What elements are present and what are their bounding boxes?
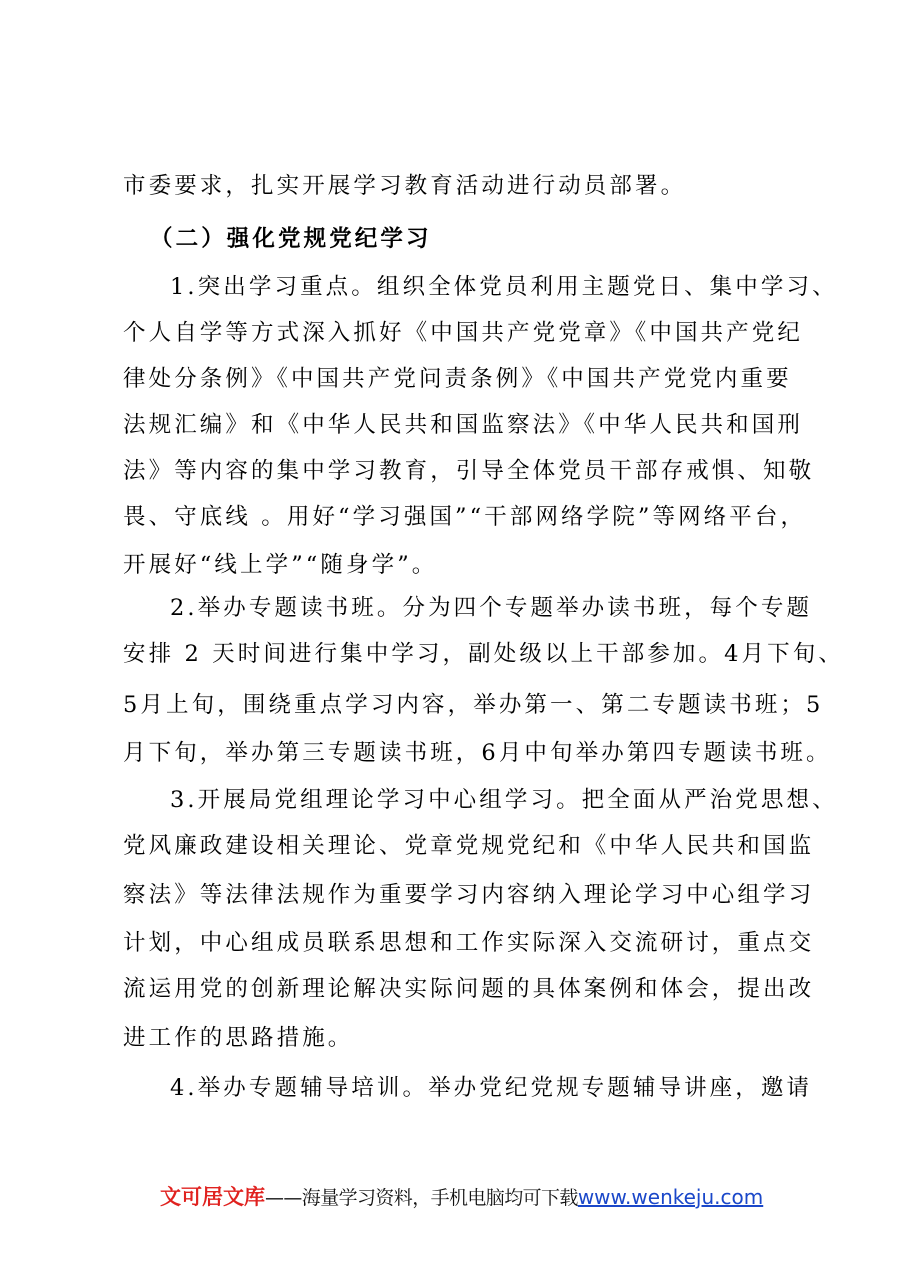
paragraph-line: 个人自学等方式深入抓好《中国共产党党章》《中国共产党纪 bbox=[123, 320, 803, 346]
paragraph-line: 进工作的思路措施。 bbox=[123, 1025, 354, 1051]
paragraph-line: 5月上旬，围绕重点学习内容，举办第一、第二专题读书班；5 bbox=[123, 692, 824, 718]
paragraph-line: 开展好“线上学”“随身学”。 bbox=[123, 552, 438, 578]
paragraph-line: 法规汇编》和《中华人民共和国监察法》《中华人民共和国刑 bbox=[123, 412, 803, 438]
paragraph-line: 计划，中心组成员联系思想和工作实际深入交流研讨，重点交 bbox=[123, 930, 815, 956]
footer-tagline: ——海量学习资料，手机电脑均可下载 bbox=[265, 1187, 578, 1209]
section-heading: （二）强化党规党纪学习 bbox=[150, 226, 432, 252]
paragraph-line: 安排 2 天时间进行集中学习，副处级以上干部参加。4月下旬、 bbox=[123, 641, 844, 667]
paragraph-line: 市委要求，扎实开展学习教育活动进行动员部署。 bbox=[123, 173, 687, 199]
paragraph-line: 律处分条例》《中国共产党问责条例》《中国共产党党内重要 bbox=[123, 366, 792, 392]
paragraph-line: 2.举办专题读书班。分为四个专题举办读书班，每个专题 bbox=[170, 595, 813, 621]
paragraph-line: 月下旬，举办第三专题读书班，6月中旬举办第四专题读书班。 bbox=[123, 740, 832, 766]
paragraph-line: 畏、守底线 。用好“学习强国”“干部网络学院”等网络平台， bbox=[123, 504, 807, 530]
brand-name: 文可居文库 bbox=[160, 1185, 265, 1209]
paragraph-line: 法》等内容的集中学习教育，引导全体党员干部存戒惧、知敬 bbox=[123, 458, 815, 484]
paragraph-line: 1.突出学习重点。组织全体党员利用主题党日、集中学习、 bbox=[170, 274, 838, 300]
paragraph-line: 3.开展局党组理论学习中心组学习。把全面从严治党思想、 bbox=[170, 787, 838, 813]
footer-banner bbox=[160, 1183, 860, 1212]
paragraph-line: 流运用党的创新理论解决实际问题的具体案例和体会，提出改 bbox=[123, 976, 815, 1002]
website-link[interactable]: www.wenkeju.com bbox=[577, 1185, 764, 1209]
paragraph-line: 察法》等法律法规作为重要学习内容纳入理论学习中心组学习 bbox=[123, 882, 815, 908]
paragraph-line: 党风廉政建设相关理论、党章党规党纪和《中华人民共和国监 bbox=[123, 833, 815, 859]
paragraph-line: 4.举办专题辅导培训。举办党纪党规专题辅导讲座，邀请 bbox=[170, 1075, 813, 1101]
